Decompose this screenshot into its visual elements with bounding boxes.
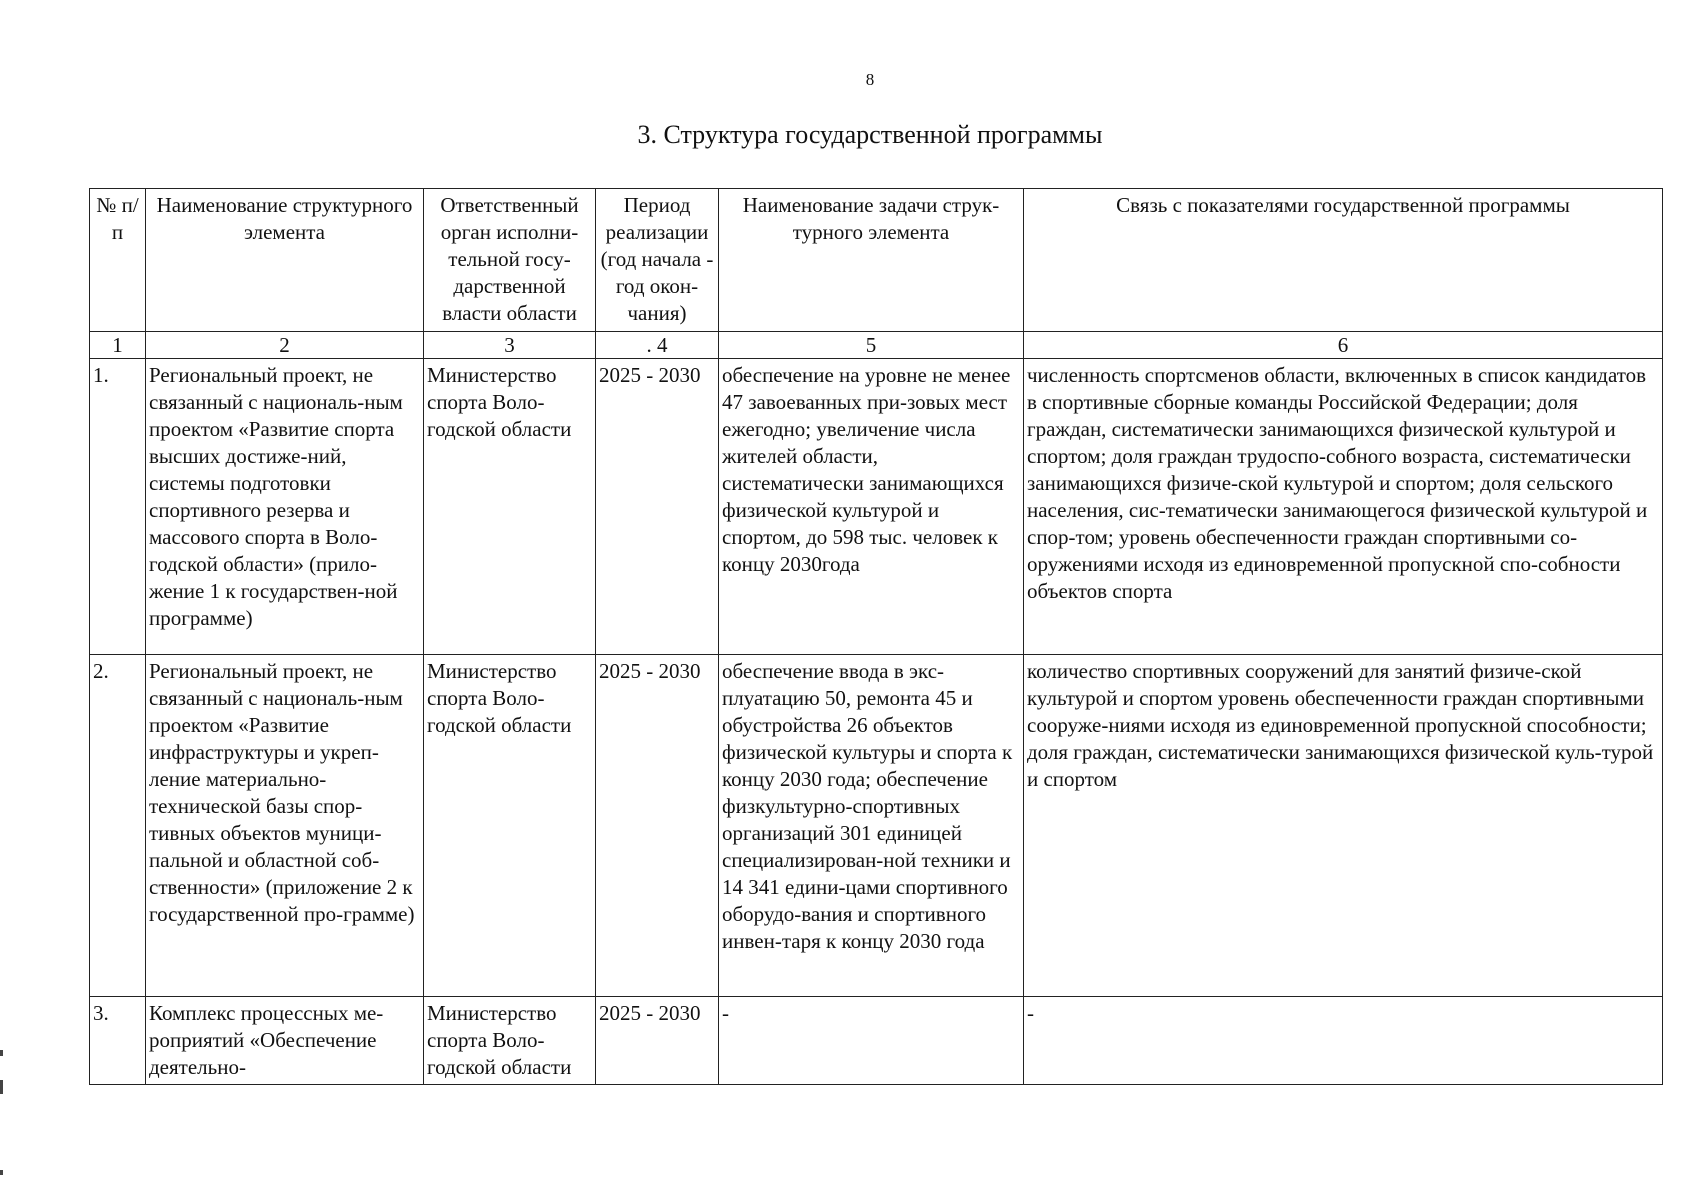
header-task-name: Наименование задачи струк-турного элемента xyxy=(719,189,1024,332)
column-number-row xyxy=(90,332,1663,359)
row-number: 3. xyxy=(90,997,146,1085)
column-number: 6 xyxy=(1024,332,1663,359)
column-number: 2 xyxy=(146,332,424,359)
task-name: - xyxy=(719,997,1024,1085)
period: 2025 - 2030 xyxy=(596,359,719,655)
column-number: 1 xyxy=(90,332,146,359)
column-number: 3 xyxy=(424,332,596,359)
header-period: Период реализации (год начала - год окон-чания) xyxy=(596,189,719,332)
header-element-name: Наименование структурного элемента xyxy=(146,189,424,332)
table-row xyxy=(90,997,1663,1085)
header-indicators: Связь с показателями государственной программы xyxy=(1024,189,1663,332)
table-row xyxy=(90,359,1663,655)
row-number: 2. xyxy=(90,655,146,997)
scan-edge-mark xyxy=(0,1050,3,1056)
page-number: 8 xyxy=(865,70,875,89)
section-title: 3. Структура государственной программы xyxy=(637,120,1103,149)
header-row xyxy=(90,189,1663,332)
element-name: Региональный проект, не связанный с националь-ным проектом «Развитие спорта высших достиже-ний, системы подготовки спортивного резерва и массового спорта в Воло-годской области» (прило-жение 1 к государствен-ной программе) xyxy=(146,359,424,655)
row-number: 1. xyxy=(90,359,146,655)
column-number: . 4 xyxy=(596,332,719,359)
period: 2025 - 2030 xyxy=(596,655,719,997)
header-responsible-body: Ответственный орган исполни-тельной госу-дарственной власти области xyxy=(424,189,596,332)
period: 2025 - 2030 xyxy=(596,997,719,1085)
indicators: количество спортивных сооружений для занятий физиче-ской культурой и спортом уровень обеспеченности граждан спортивными сооруже-ниями исходя из единовременной пропускной способности; доля граждан, систематически занимающихся физической куль-турой и спортом xyxy=(1024,655,1663,997)
program-structure-table xyxy=(89,188,1663,1085)
scan-edge-mark xyxy=(0,1170,3,1175)
element-name: Региональный проект, не связанный с националь-ным проектом «Развитие инфраструктуры и укреп-ление материально-технической базы спор-тивных объектов муници-пальной и областной соб-ственности» (приложение 2 к государственной про-грамме) xyxy=(146,655,424,997)
responsible-body: Министерство спорта Воло-годской области xyxy=(424,997,596,1085)
scan-edge-mark xyxy=(0,1080,3,1094)
task-name: обеспечение ввода в экс-плуатацию 50, ремонта 45 и обустройства 26 объектов физической культуры и спорта к концу 2030 года; обеспечение физкультурно-спортивных организаций 301 единицей специализирован-ной техники и 14 341 едини-цами спортивного оборудо-вания и спортивного инвен-таря к концу 2030 года xyxy=(719,655,1024,997)
indicators: численность спортсменов области, включенных в список кандидатов в спортивные сборные команды Российской Федерации; доля граждан, систематически занимающихся физической культурой и спортом; доля граждан трудоспо-собного возраста, систематически занимающихся физиче-ской культурой и спортом; доля сельского населения, сис-тематически занимающегося физической культурой и спор-том; уровень обеспеченности граждан спортивными со-оружениями исходя из единовременной пропускной спо-собности объектов спорта xyxy=(1024,359,1663,655)
header-number: № п/п xyxy=(90,189,146,332)
column-number: 5 xyxy=(719,332,1024,359)
responsible-body: Министерство спорта Воло-годской области xyxy=(424,359,596,655)
table-row xyxy=(90,655,1663,997)
indicators: - xyxy=(1024,997,1663,1085)
responsible-body: Министерство спорта Воло-годской области xyxy=(424,655,596,997)
task-name: обеспечение на уровне не менее 47 завоеванных при-зовых мест ежегодно; увеличение числа жителей области, систематически занимающихся физической культурой и спортом, до 598 тыс. человек к концу 2030года xyxy=(719,359,1024,655)
element-name: Комплекс процессных ме-роприятий «Обеспечение деятельно- xyxy=(146,997,424,1085)
